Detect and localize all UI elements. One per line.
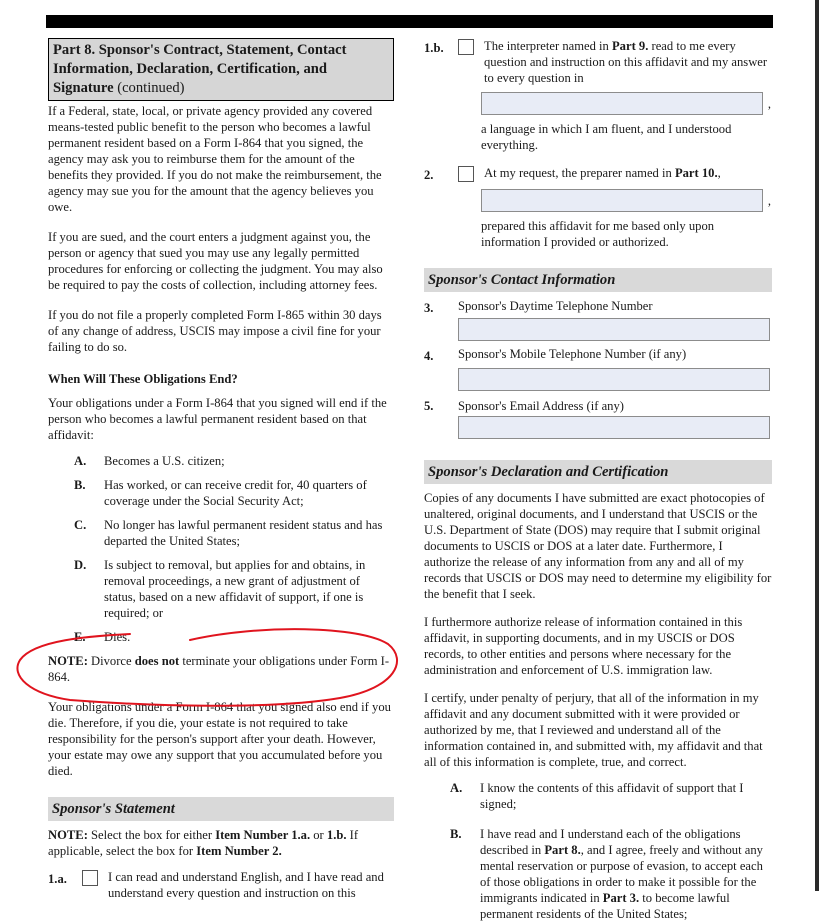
certification-item-a: A. I know the contents of this affidavit of support that I signed;	[450, 781, 744, 811]
checkbox-1a[interactable]	[82, 870, 98, 886]
obligations-intro: Your obligations under a Form I-864 that you signed will end if the person who becomes a lawful permanent resident based on that affidavit:	[48, 396, 387, 442]
judgment-paragraph: If you are sued, and the court enters a judgment against you, the person or agency that sued you may use any legally permitted procedures for enforcing or collecting the judgment. You may also be required to pay the costs of collection, including attorney fees.	[48, 230, 383, 292]
obligation-item: A. Becomes a U.S. citizen;	[74, 454, 225, 468]
item-1b-text: The interpreter named in Part 9. read to me every question and instruction on this affidavit and my answer to every question in	[484, 39, 768, 85]
email-group: 5. Sponsor's Email Address (if any)	[424, 398, 772, 442]
contact-info-heading: Sponsor's Contact Information	[424, 268, 772, 292]
declaration-paragraph-1: Copies of any documents I have submitted are exact photocopies of unaltered, original documents, and I understand that USCIS or the U.S. Department of State (DOS) may require that I submit original documents to USCIS or DOS at a later date. Furthermore, I authorize the release of any information from any and all of my records that USCIS or DOS may need to determine my eligibility for the benefit that I seek.	[424, 491, 772, 601]
daytime-phone-field[interactable]	[458, 318, 770, 341]
address-change-paragraph: If you do not file a properly completed Form I-865 within 30 days of any change of address, USCIS may impose a civil fine for your failing to do so.	[48, 308, 382, 354]
item-1b-continued: a language in which I am fluent, and I understood everything.	[481, 122, 732, 152]
sponsor-statement-heading: Sponsor's Statement	[48, 797, 394, 821]
item-1a: 1.a. I can read and understand English, and I have read and understand every question and instruction on this	[48, 869, 394, 901]
item-2-continued: prepared this affidavit for me based only upon information I provided or authorized.	[481, 219, 715, 249]
statement-note: NOTE: Select the box for either Item Number 1.a. or 1.b. If applicable, select the box for Item Number 2.	[48, 828, 359, 858]
obligation-item: E. Dies.	[74, 630, 131, 644]
top-black-bar	[46, 15, 773, 28]
email-field[interactable]	[458, 416, 770, 439]
preparer-field-wrap: ,	[481, 189, 763, 212]
death-paragraph: Your obligations under a Form I-864 that you signed also end if you die. Therefore, if you die, your estate is not required to take responsibility for the person's support after your death. However, your estate may owe any support that you accumulated before you died.	[48, 700, 391, 778]
item-2-text: At my request, the preparer named in Part 10.,	[484, 166, 721, 180]
item-2: 2. At my request, the preparer named in Part 10.,	[424, 166, 721, 182]
checkbox-1b[interactable]	[458, 39, 474, 55]
obligations-heading: When Will These Obligations End?	[48, 372, 238, 386]
language-field-wrap: ,	[481, 92, 763, 115]
declaration-paragraph-3: I certify, under penalty of perjury, that all of the information in my affidavit and any document submitted with it were provided or authorized by me, that I reviewed and understand all of the information contained in, and submitted with, my affidavit and that all of this information is complete, true, and correct.	[424, 691, 763, 769]
divorce-note: NOTE: Divorce does not terminate your obligations under Form I-864.	[48, 654, 390, 684]
certification-item-b: B. I have read and I understand each of the obligations described in Part 8., and I agree, freely and without any mental reservation or purpose of evasion, to accept each of those obligations in order to make it possible for the immigrants indicated in Part 3. to become lawful permanent residents of the United States;	[450, 827, 763, 921]
contact-fields	[424, 298, 772, 442]
item-1b: 1.b. The interpreter named in Part 9. read to me every question and instruction on this affidavit and my answer to every question in	[424, 38, 772, 86]
obligation-item: B. Has worked, or can receive credit for, 40 quarters of coverage under the Social Security Act;	[74, 478, 367, 508]
language-field[interactable]	[481, 92, 763, 115]
mobile-phone-group: 4. Sponsor's Mobile Telephone Number (if any)	[424, 346, 772, 394]
mobile-phone-field[interactable]	[458, 368, 770, 391]
obligations-list	[48, 453, 394, 645]
right-page-edge	[815, 0, 819, 891]
right-column	[424, 38, 772, 922]
daytime-phone-group: 3. Sponsor's Daytime Telephone Number	[424, 298, 772, 342]
left-column	[48, 38, 394, 901]
item-1a-text: I can read and understand English, and I have read and understand every question and instruction on this	[108, 870, 384, 900]
checkbox-2[interactable]	[458, 166, 474, 182]
obligation-item: C. No longer has lawful permanent resident status and has departed the United States;	[74, 518, 383, 548]
declaration-paragraph-2: I furthermore authorize release of information contained in this affidavit, in supporting documents, and in my USCIS or DOS records, to other entities and persons where necessary for the administration and enforcement of U.S. immigration law.	[424, 615, 743, 677]
preparer-field[interactable]	[481, 189, 763, 212]
obligation-item: D. Is subject to removal, but applies for and obtains, in removal proceedings, a new grant of adjustment of status, based on a new affidavit of support, if one is required; or	[74, 558, 366, 620]
reimbursement-paragraph: If a Federal, state, local, or private agency provided any covered means-tested public benefit to the person who becomes a lawful permanent resident based on a Form I-864 that you signed, the agency may ask you to reimburse them for the amount of the benefits they provided. If you do not make the reimbursement, the agency may sue you for the amount that the agency believes you owe.	[48, 104, 382, 214]
part-8-header: Part 8. Sponsor's Contract, Statement, Contact Information, Declaration, Certification, and Signature (continued)	[48, 38, 394, 101]
declaration-heading: Sponsor's Declaration and Certification	[424, 460, 772, 484]
